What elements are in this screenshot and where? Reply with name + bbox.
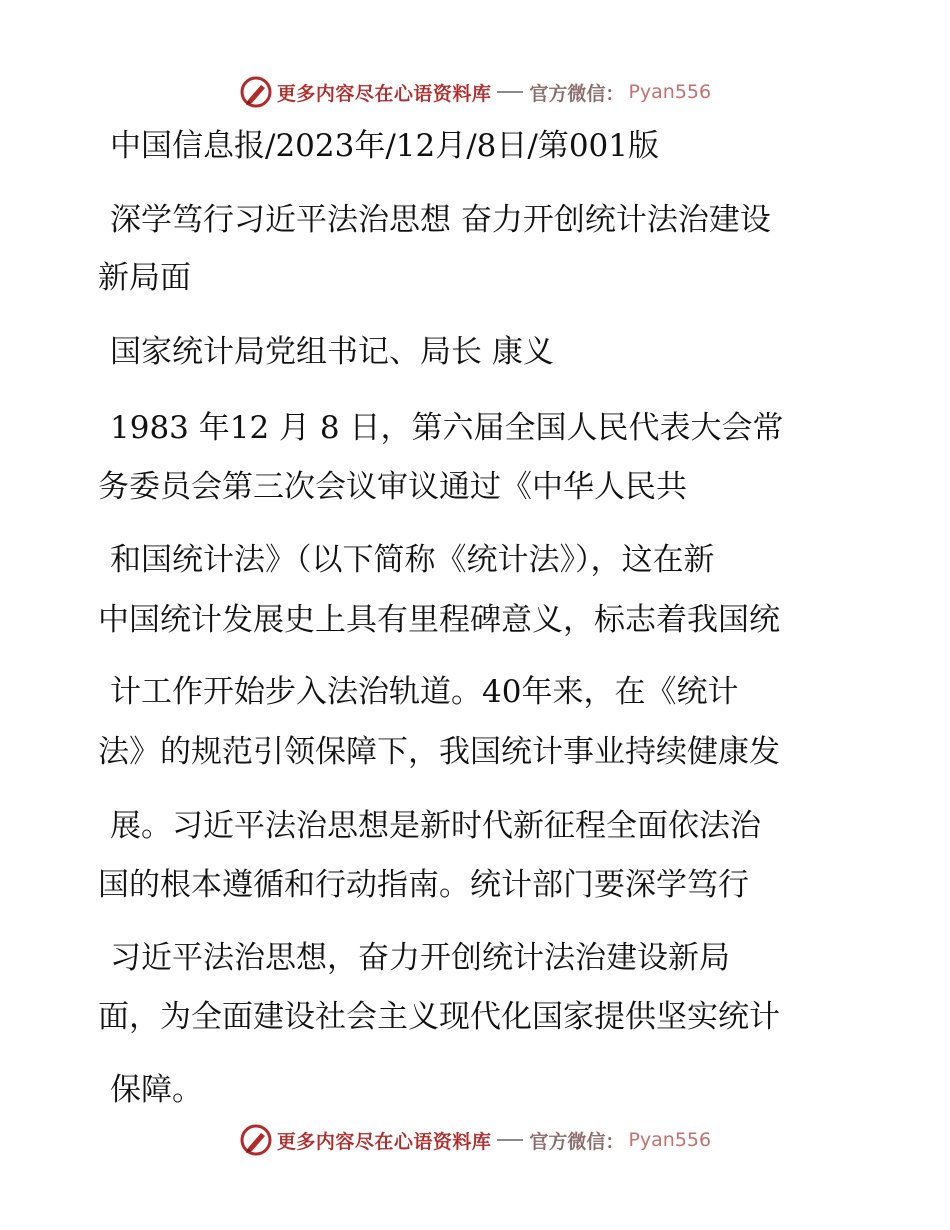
document-text-line: 面，为全面建设社会主义现代化国家提供坚实统计: [98, 999, 780, 1035]
pen-logo-icon: [239, 1123, 273, 1157]
watermark-wechat-id: Pyan556: [628, 1129, 712, 1151]
watermark-separator: [497, 1139, 523, 1141]
watermark-wechat-label: 官方微信：: [529, 1130, 625, 1153]
document-text-line: 习近平法治思想，奋力开创统计法治建设新局: [110, 940, 730, 976]
document-text-line: 国的根本遵循和行动指南。统计部门要深学笃行: [98, 867, 749, 903]
watermark-footer: [0, 1120, 950, 1160]
watermark-separator: [497, 91, 523, 93]
document-text-line: 和国统计法》（以下简称《统计法》），这在新: [110, 542, 715, 578]
document-text-line: 中国统计发展史上具有里程碑意义，标志着我国统: [98, 602, 780, 638]
document-text-line: 展。习近平法治思想是新时代新征程全面依法治: [110, 808, 761, 844]
document-text-line: 法》的规范引领保障下，我国统计事业持续健康发: [98, 734, 780, 770]
document-author: 国家统计局党组书记、局长 康义: [110, 334, 554, 370]
watermark-wechat-label: 官方微信：: [529, 82, 625, 105]
document-text-line: 务委员会第三次会议审议通过《中华人民共: [98, 469, 687, 505]
watermark-header: [0, 72, 950, 112]
document-title-line-1: 深学笃行习近平法治思想 奋力开创统计法治建设: [110, 202, 771, 238]
document-text-line: 1983 年12 月 8 日，第六届全国人民代表大会常: [110, 410, 784, 446]
document-text-line: 计工作开始步入法治轨道。40年来，在《统计: [110, 674, 739, 710]
document-title-line-2: 新局面: [98, 260, 191, 296]
watermark-text: 更多内容尽在心语资料库: [276, 82, 492, 105]
document-source-line: 中国信息报/2023年/12月/8日/第001版: [110, 128, 660, 164]
document-text-line: 保障。: [110, 1072, 203, 1108]
watermark-wechat-id: Pyan556: [628, 81, 712, 103]
pen-logo-icon: [239, 75, 273, 109]
watermark-text: 更多内容尽在心语资料库: [276, 1130, 492, 1153]
